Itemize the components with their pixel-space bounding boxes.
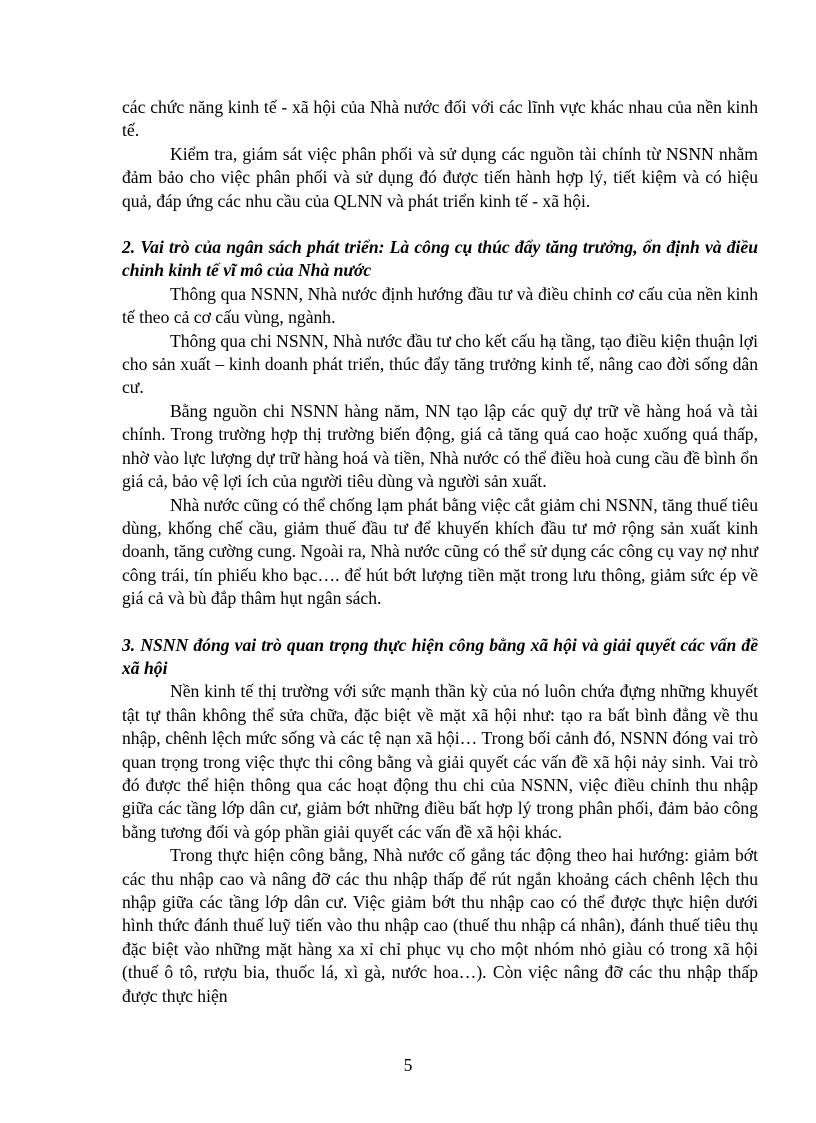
section-2-paragraph: Bằng nguồn chi NSNN hàng năm, NN tạo lập các quỹ dự trữ về hàng hoá và tài chính. Trong trường hợp thị trường biến động, giá cả tăng quá cao hoặc xuống quá thấp, nhờ vào lực lượng dự trữ hàng hoá và tiền, Nhà nước có thể điều hoà cung cầu đề bình ổn giá cả, bảo vệ lợi ích của người tiêu dùng và người sản xuất. (122, 400, 758, 492)
section-2-paragraph: Thông qua NSNN, Nhà nước định hướng đầu tư và điều chỉnh cơ cấu của nền kinh tế theo cả cơ cấu vùng, ngành. (122, 283, 758, 328)
section-2-heading: 2. Vai trò của ngân sách phát triển: Là công cụ thúc đẩy tăng trưởng, ổn định và điều chỉnh kinh tế vĩ mô của Nhà nước (122, 237, 758, 281)
paragraph-inspection: Kiểm tra, giám sát việc phân phối và sử dụng các nguồn tài chính từ NSNN nhằm đảm bảo cho việc phân phối và sử dụng đó được tiến hành hợp lý, tiết kiệm và có hiệu quả, đáp ứng các nhu cầu của QLNN và phát triển kinh tế - xã hội. (122, 143, 758, 211)
section-3-paragraph: Trong thực hiện công bằng, Nhà nước cố gắng tác động theo hai hướng: giảm bớt các thu nhập cao và nâng đỡ các thu nhập thấp để rút ngắn khoảng cách chênh lệch thu nhập giữa các tầng lớp dân cư. Việc giảm bớt thu nhập cao có thể được thực hiện dưới hình thức đánh thuế luỹ tiến vào thu nhập cao (thuế thu nhập cá nhân), đánh thuế tiêu thụ đặc biệt vào những mặt hàng xa xỉ chỉ phục vụ cho một nhóm nhỏ giàu có trong xã hội (thuế ô tô, rượu bia, thuốc lá, xì gà, nước hoa…). Còn việc nâng đỡ các thu nhập thấp được thực hiện (122, 845, 758, 1006)
section-2-paragraph: Thông qua chi NSNN, Nhà nước đầu tư cho kết cấu hạ tầng, tạo điều kiện thuận lợi cho sản xuất – kinh doanh phát triển, thúc đẩy tăng trưởng kinh tế, nâng cao đời sống dân cư. (122, 330, 758, 398)
page-number: 5 (403, 1055, 413, 1075)
section-3-paragraph: Nền kinh tế thị trường với sức mạnh thần kỳ của nó luôn chứa đựng những khuyết tật tự thân không thể sửa chữa, đặc biệt về mặt xã hội như: tạo ra bất bình đẳng về thu nhập, chênh lệch mức sống và các tệ nạn xã hội… Trong bối cảnh đó, NSNN đóng vai trò quan trọng trong việc thực thi công bằng và giải quyết các vấn đề xã hội nảy sinh. Vai trò đó được thể hiện thông qua các hoạt động thu chi của NSNN, việc điều chỉnh thu nhập giữa các tầng lớp dân cư, giảm bớt những điều bất hợp lý trong phân phối, đảm bảo công bằng tương đối và góp phần giải quyết các vấn đề xã hội khác. (122, 681, 758, 842)
section-3-heading: 3. NSNN đóng vai trò quan trọng thực hiện công bằng xã hội và giải quyết các vấn đề xã hội (122, 634, 758, 678)
paragraph-continuation: các chức năng kinh tế - xã hội của Nhà nước đối với các lĩnh vực khác nhau của nền kinh tế. (122, 97, 758, 141)
section-2-paragraph: Nhà nước cũng có thể chống lạm phát bằng việc cắt giảm chi NSNN, tăng thuế tiêu dùng, khống chế cầu, giảm thuế đầu tư để khuyến khích đầu tư mở rộng sản xuất kinh doanh, tăng cường cung. Ngoài ra, Nhà nước cũng có thể sử dụng các công cụ vay nợ như công trái, tín phiếu kho bạc…. để hút bớt lượng tiền mặt trong lưu thông, giảm sức ép về giá cả và bù đắp thâm hụt ngân sách. (122, 494, 758, 609)
page-body (122, 96, 758, 1008)
